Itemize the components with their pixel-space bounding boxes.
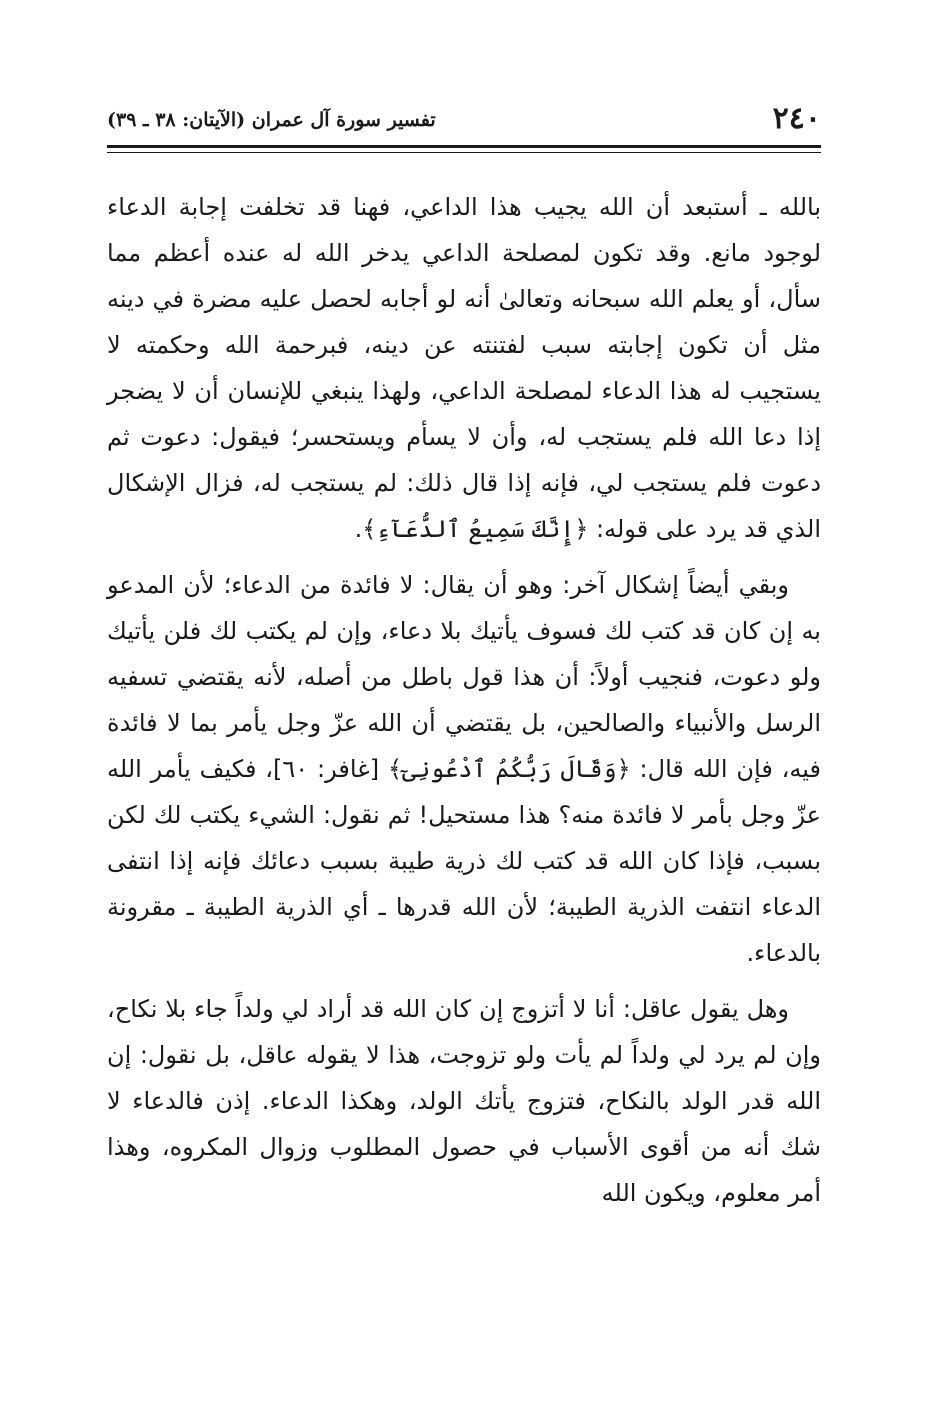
- paragraph-text: وهل يقول عاقل: أنا لا أتزوج إن كان الله قد أراد لي ولداً جاء بلا نكاح، وإن لم يرد لي ولداً لم يأت ولو تزوجت، هذا لا يقوله عاقل، بل نقول: إن الله قدر الولد بالنكاح، فتزوج يأتك الولد، وهكذا الدعاء. إذن فالدعاء لا شك أنه من أقوى الأسباب في حصول المطلوب وزوال المكروه، وهذا أمر معلوم، ويكون الله: [107, 995, 821, 1207]
- page-number: ٢٤٠: [772, 101, 821, 136]
- paragraph-text: وبقي أيضاً إشكال آخر: وهو أن يقال: لا فائدة من الدعاء؛ لأن المدعو به إن كان قد كتب لك فسوف يأتيك بلا دعاء، وإن لم يكتب لك فلن يأتيك ولو دعوت، فنجيب أولاً: أن هذا قول باطل من أصله، لأنه يقتضي تسفيه الرسل والأنبياء والصالحين، بل يقتضي أن الله عزّ وجل يأمر بما لا فائدة فيه، فإن الله قال:: [107, 571, 821, 783]
- header-rule-thick: [107, 145, 821, 148]
- paragraph-2: [107, 562, 821, 976]
- paragraph-text: [غافر: ٦٠]، فكيف يأمر الله عزّ وجل بأمر لا فائدة منه؟ هذا مستحيل! ثم نقول: الشيء يكتب لك لكن بسبب، فإذا كان الله قد كتب لك ذرية طيبة بسبب دعائك فإنه إذا انتفى الدعاء انتفت الذرية الطيبة؛ لأن الله قدرها ـ أي الذرية الطيبة ـ مقرونة بالدعاء.: [107, 755, 821, 967]
- page-header: [107, 100, 821, 142]
- paragraph-text: بالله ـ أستبعد أن الله يجيب هذا الداعي، فهنا قد تخلفت إجابة الدعاء لوجود مانع. وقد تكون لمصلحة الداعي يدخر الله له عنده أعظم مما سأل، أو يعلم الله سبحانه وتعالىٰ أنه لو أجابه لحصل عليه مضرة في دينه مثل أن تكون إجابته سبب لفتنته عن دينه، فبرحمة الله وحكمته لا يستجيب له هذا الدعاء لمصلحة الداعي، ولهذا ينبغي للإنسان أن لا يضجر إذا دعا الله فلم يستجب له، وأن لا يسأم ويستحسر؛ فيقول: دعوت ثم دعوت فلم يستجب لي، فإنه إذا قال ذلك: لم يستجب له، فزال الإشكال الذي قد يرد على قوله:: [107, 193, 821, 543]
- paragraph-3: [107, 986, 821, 1216]
- paragraph-1: [107, 184, 821, 552]
- body-text: [107, 184, 821, 1226]
- paragraph-text: .: [354, 515, 363, 543]
- quran-verse: ﴿إِنَّكَ سَمِيعُ ٱلدُّعَآءِ﴾: [362, 515, 589, 543]
- quran-verse: ﴿وَقَالَ رَبُّكُمُ ٱدْعُونِىٓ﴾: [387, 755, 631, 783]
- running-title: تفسير سورة آل عمران (الآيتان: ٣٨ ـ ٣٩): [107, 109, 436, 131]
- header-rule-thin: [107, 152, 821, 153]
